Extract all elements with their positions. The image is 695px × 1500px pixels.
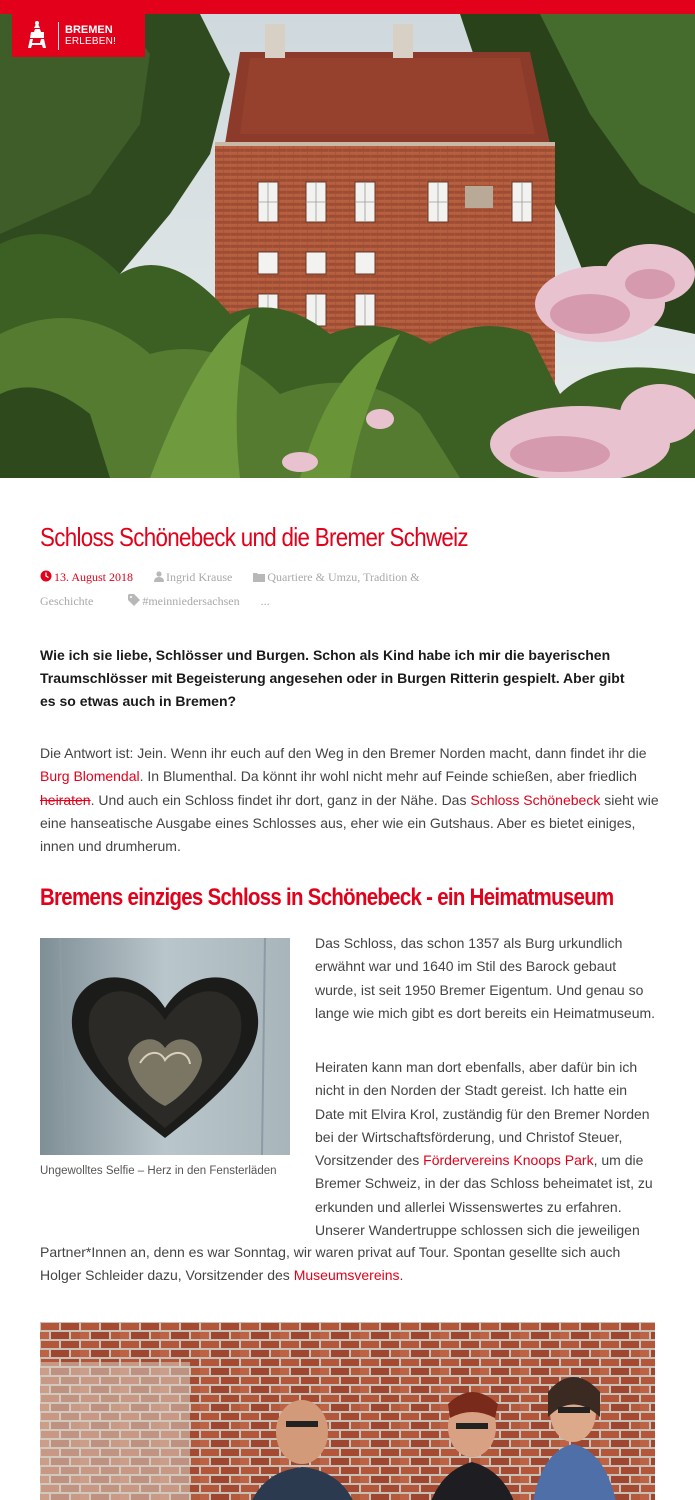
town-musicians-icon <box>20 19 54 53</box>
logo-divider <box>58 22 59 50</box>
tag-icon <box>128 591 140 614</box>
link-schloss-schoenebeck[interactable]: Schloss Schönebeck <box>470 791 601 808</box>
site-logo[interactable] <box>12 14 145 57</box>
article-meta <box>40 566 460 614</box>
heart-figure <box>40 938 290 1177</box>
heart-shutter-photo[interactable] <box>40 938 290 1155</box>
link-burg-blomendal[interactable]: Burg Blomendal <box>40 768 140 785</box>
meta-categories-text: Quartiere & Umzu, Tradition & Geschichte <box>40 570 420 608</box>
p1-text-3: . Und auch ein Schloss findet ihr dort, ganz in der Nähe. Das <box>90 791 471 808</box>
paragraph-2: Das Schloss, das schon 1357 als Burg urkundlich erwähnt war und 1640 im Stil des Barock gebaut wurde, ist seit 1950 Bremer Eigentum. Und genau so lange wie mich gibt es dort bereits ein Heimatmuseum. <box>315 935 656 1021</box>
link-heiraten[interactable]: heiraten <box>40 791 91 808</box>
paragraph-3 <box>315 1056 660 1242</box>
p1-text-2: . In Blumenthal. Da könnt ihr wohl nicht mehr auf Feinde schießen, aber friedlich <box>139 768 637 785</box>
logo-text <box>65 24 116 48</box>
paragraph-3-continued <box>40 1241 660 1288</box>
section-heading: Bremens einziges Schloss in Schönebeck - ein Heimatmuseum <box>40 884 614 911</box>
top-red-bar <box>0 0 695 14</box>
p1-text-1: Die Antwort ist: Jein. Wenn ihr euch auf den Weg in den Bremer Norden macht, dann findet ihr die <box>40 745 647 761</box>
p3-text-4: . <box>399 1267 404 1284</box>
meta-date-text: 13. August 2018 <box>54 570 134 584</box>
logo-line-2: ERLEBEN! <box>65 35 117 47</box>
meta-more[interactable]: ... <box>260 594 270 608</box>
meta-author-text: Ingrid Krause <box>166 570 233 584</box>
user-icon <box>154 567 164 590</box>
meta-author[interactable] <box>154 566 232 590</box>
hero-image <box>0 14 695 478</box>
link-museumsverein[interactable]: Museumsvereins <box>293 1267 400 1284</box>
paragraph-1 <box>40 742 660 858</box>
article-lead: Wie ich sie liebe, Schlösser und Burgen. Schon als Kind habe ich mir die bayerischen Traumschlösser mit Begeisterung angesehen oder in Burgen Ritterin gespielt. Aber gibt es so etwas auch in Bremen? <box>40 647 625 709</box>
castle-photo <box>0 14 695 478</box>
p3-text-2: , um die Bremer Schweiz, in der das Schloss beheimatet ist, zu erkunden und allerlei Wissenswertes zu erfahren. Unserer Wandertruppe schlossen sich die jeweiligen <box>315 1152 653 1239</box>
article-title: Schloss Schönebeck und die Bremer Schweiz <box>40 522 468 552</box>
meta-tag-text: #meinniedersachsen <box>142 594 240 608</box>
link-foerderverein[interactable]: Fördervereins Knoops Park <box>423 1152 594 1169</box>
clock-icon <box>40 567 52 590</box>
meta-date <box>40 566 133 590</box>
group-photo[interactable] <box>40 1322 655 1500</box>
logo-line-1: BREMEN <box>65 23 113 36</box>
meta-tag[interactable] <box>128 590 239 614</box>
figure-caption: Ungewolltes Selfie – Herz in den Fensterläden <box>40 1165 277 1177</box>
p3-text-3: Partner*Innen an, denn es war Sonntag, wir waren privat auf Tour. Spontan gesellte sich auch Holger Schleider dazu, Vorsitzender des <box>40 1244 621 1284</box>
p1-text-4: sieht wie eine hanseatische Ausgabe eines Schlosses aus, eher wie ein Gutshaus. Aber es bietet einiges, innen und drumherum. <box>40 791 659 855</box>
folder-icon <box>253 567 265 590</box>
p3-text-1: Heiraten kann man dort ebenfalls, aber dafür bin ich nicht in den Norden der Stadt gereist. Ich hatte ein Date mit Elvira Krol, zuständig für den Bremer Norden bei der Wirtschaftsförderung, und Christof Steuer, Vorsitzender des <box>315 1059 650 1169</box>
